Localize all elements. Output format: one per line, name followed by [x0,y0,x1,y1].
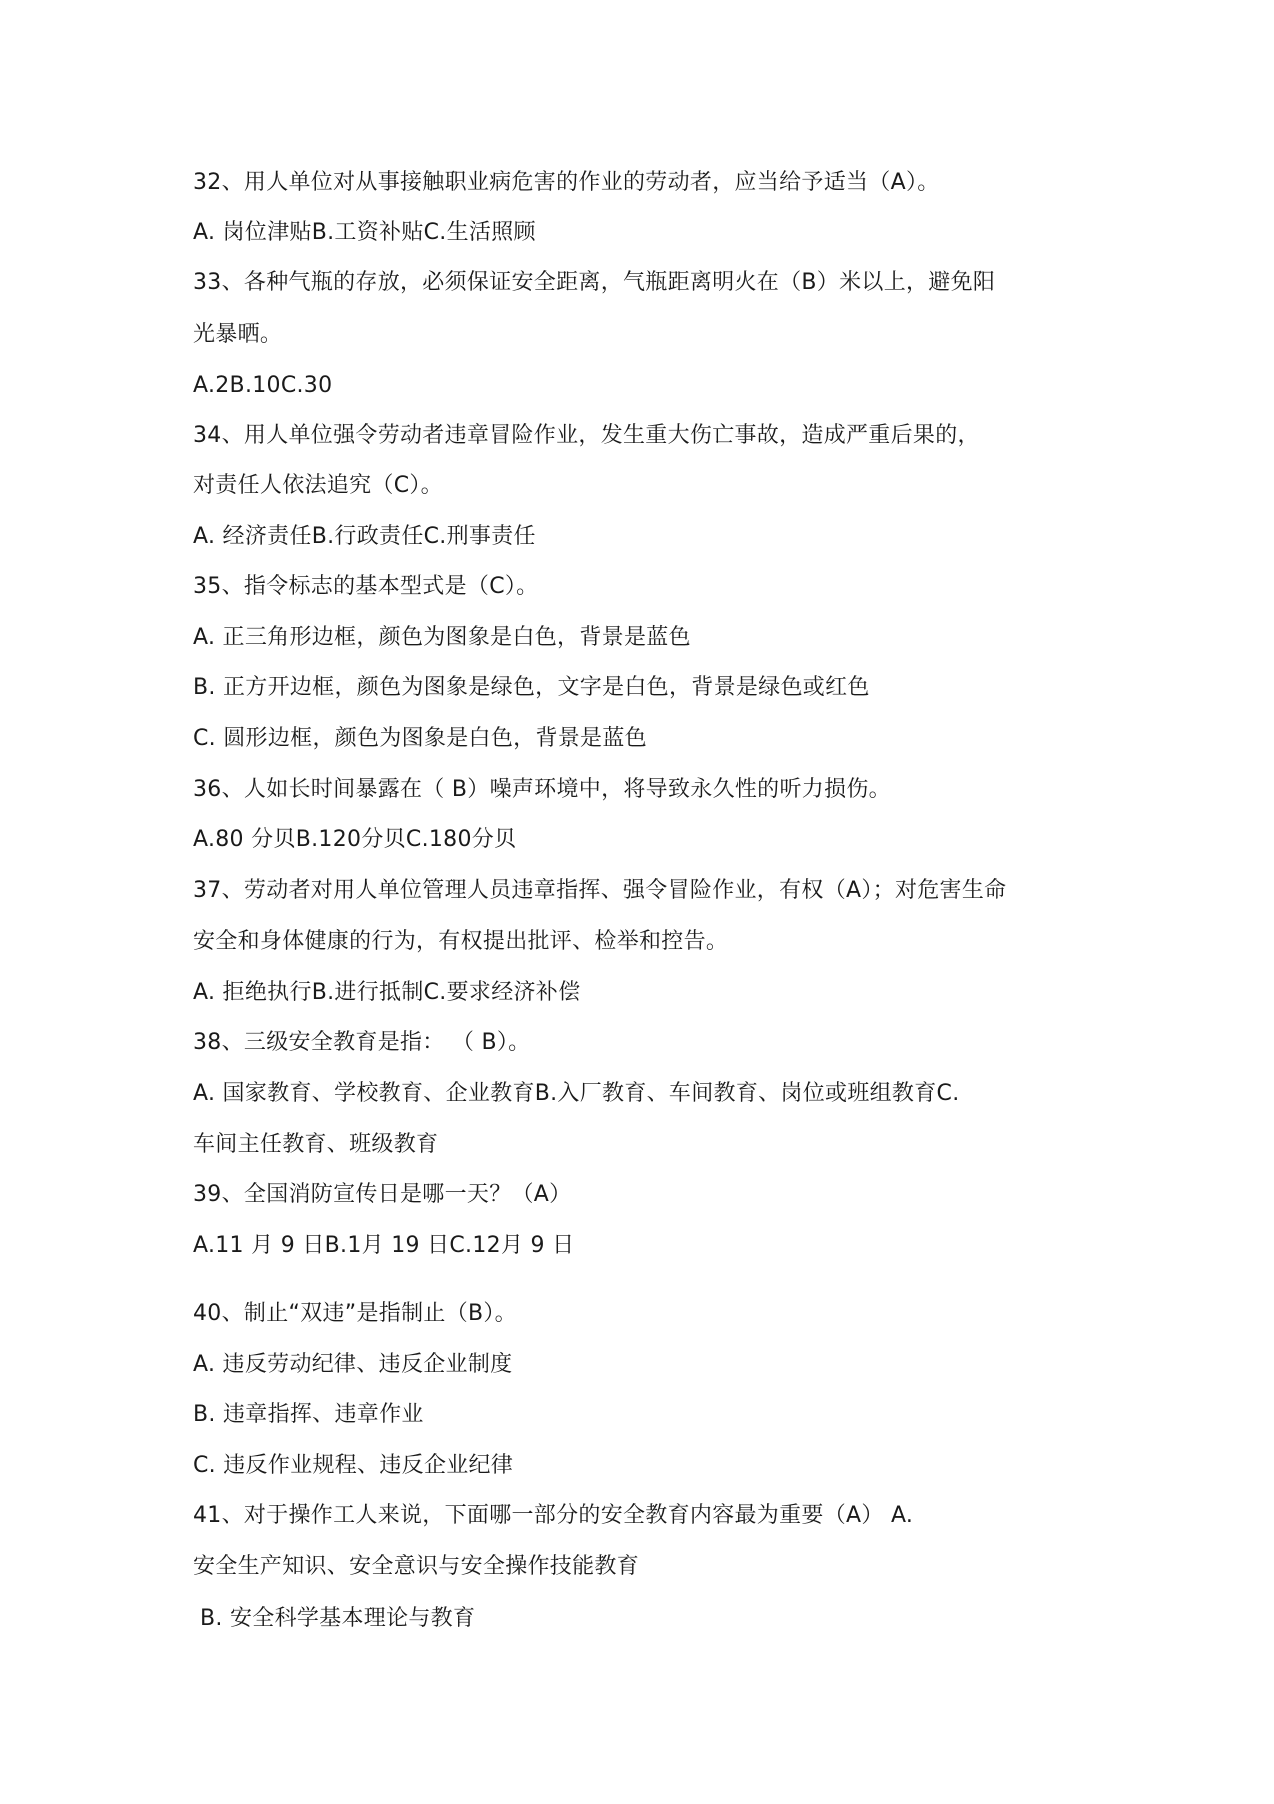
option-40-b: B. 违章指挥、违章作业 [193,1402,424,1427]
question-40: 40、制止“双违”是指制止（B）。 [193,1301,517,1326]
options-38: A. 国家教育、学校教育、企业教育B.入厂教育、车间教育、岗位或班组教育C. [193,1081,960,1106]
question-34: 34、用人单位强令劳动者违章冒险作业，发生重大伤亡事故，造成严重后果的， [193,423,980,448]
option-35-c: C. 圆形边框，颜色为图象是白色，背景是蓝色 [193,726,647,751]
options-38-cont: 车间主任教育、班级教育 [193,1132,439,1157]
question-34-cont: 对责任人依法追究（C）。 [193,473,443,498]
question-33-cont: 光暴晒。 [193,322,283,347]
question-37: 37、劳动者对用人单位管理人员违章指挥、强令冒险作业，有权（A）；对危害生命 [193,878,1007,903]
question-32: 32、用人单位对从事接触职业病危害的作业的劳动者，应当给予适当（A）。 [193,170,940,195]
options-32: A. 岗位津贴B.工资补贴C.生活照顾 [193,220,536,245]
options-34: A. 经济责任B.行政责任C.刑事责任 [193,524,536,549]
question-37-cont: 安全和身体健康的行为，有权提出批评、检举和控告。 [193,929,729,954]
option-41-a: 安全生产知识、安全意识与安全操作技能教育 [193,1554,640,1579]
question-33: 33、各种气瓶的存放，必须保证安全距离，气瓶距离明火在（B）米以上，避免阳 [193,270,996,295]
question-38: 38、三级安全教育是指： （ B）。 [193,1030,531,1055]
options-37: A. 拒绝执行B.进行抵制C.要求经济补偿 [193,980,581,1005]
question-36: 36、人如长时间暴露在（ B）噪声环境中，将导致永久性的听力损伤。 [193,777,891,802]
options-39: A.11 月 9 日B.1月 19 日C.12月 9 日 [193,1233,575,1258]
question-35: 35、指令标志的基本型式是（C）。 [193,574,539,599]
options-33: A.2B.10C.30 [193,373,333,398]
option-35-b: B. 正方开边框，颜色为图象是绿色，文字是白色，背景是绿色或红色 [193,675,870,700]
option-35-a: A. 正三角形边框，颜色为图象是白色，背景是蓝色 [193,625,691,650]
option-40-c: C. 违反作业规程、违反企业纪律 [193,1453,514,1478]
question-39: 39、全国消防宣传日是哪一天？（A） [193,1182,572,1207]
option-41-b: B. 安全科学基本理论与教育 [200,1606,476,1631]
question-41: 41、对于操作工人来说，下面哪一部分的安全教育内容最为重要（A） A. [193,1503,914,1528]
options-36: A.80 分贝B.120分贝C.180分贝 [193,827,517,852]
option-40-a: A. 违反劳动纪律、违反企业制度 [193,1352,513,1377]
